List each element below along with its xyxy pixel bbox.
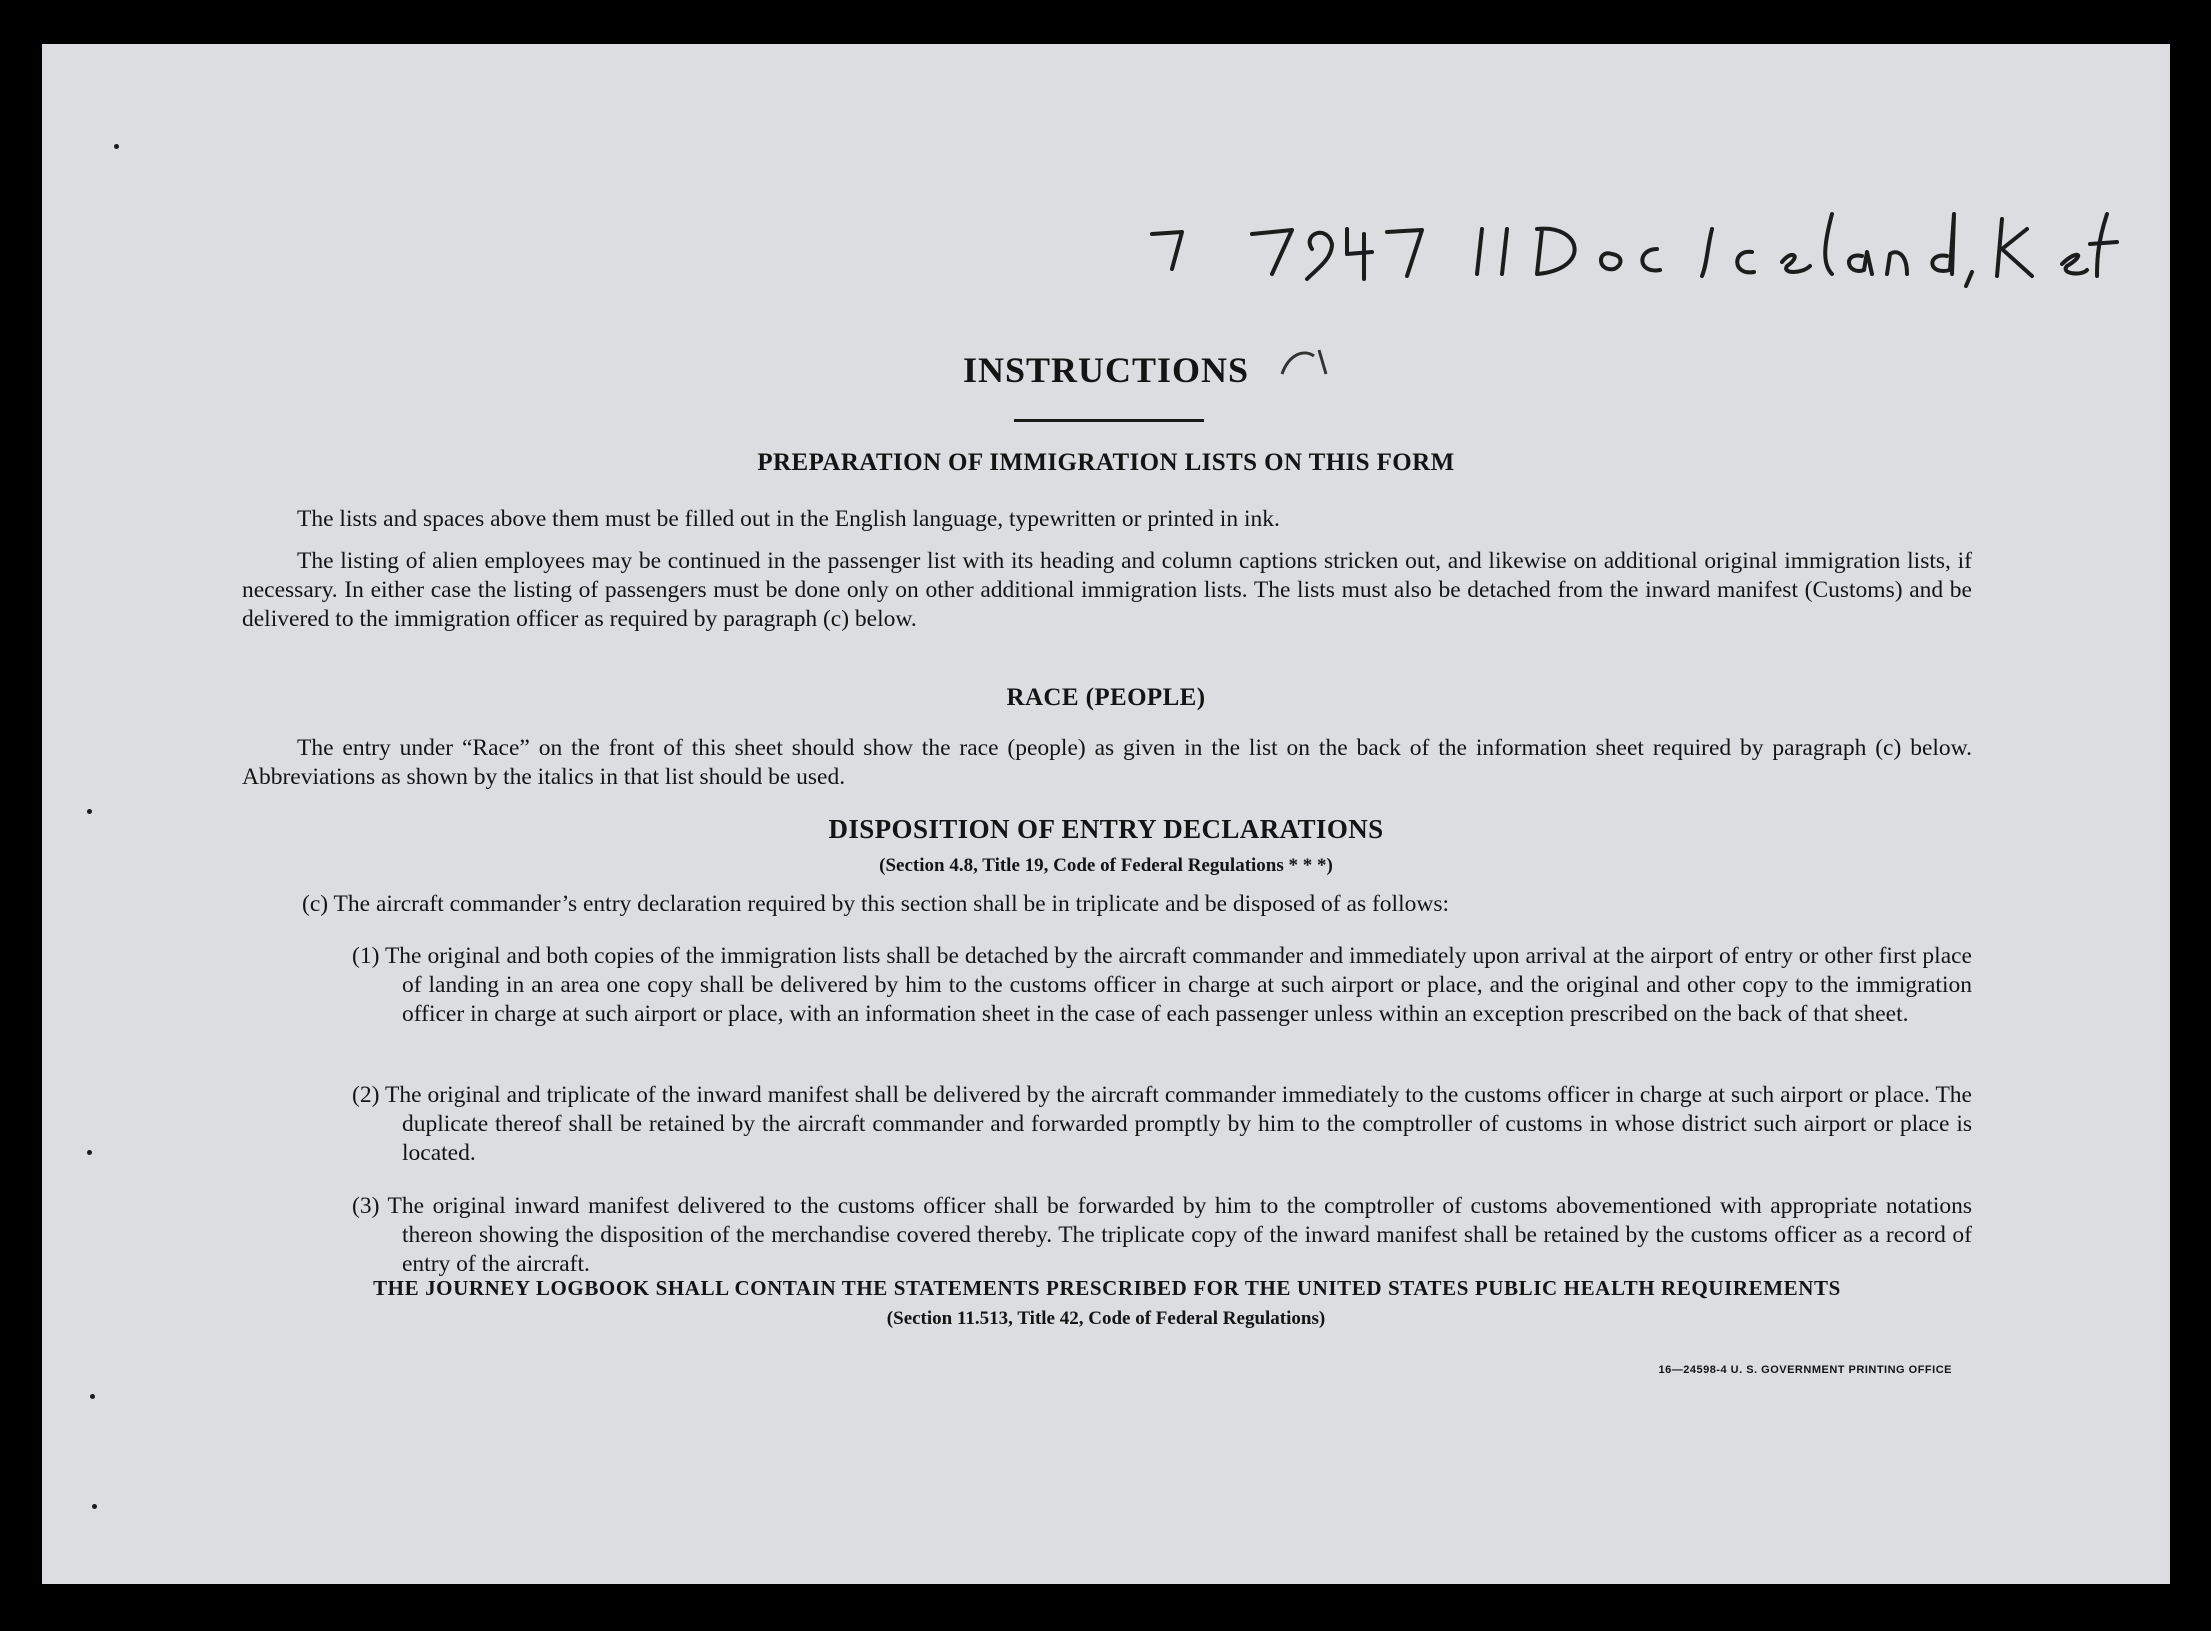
- document-page: [42, 44, 2170, 1584]
- list-item-1: (1) The original and both copies of the immigration lists shall be detached by the aircraft commander and immediately upon arrival at the airport of entry or other first place of landing in an area one copy shall be delivered by him to the customs officer in charge at such airport or place, and the original and other copy to the immigration officer in charge at such airport or place, with an information sheet in the case of each passenger unless within an exception prescribed on the back of that sheet.: [352, 943, 1972, 1027]
- scan-speck: [90, 1394, 95, 1399]
- scan-speck: [92, 1504, 97, 1509]
- scan-speck: [87, 809, 92, 814]
- list-item-2: (2) The original and triplicate of the inward manifest shall be delivered by the aircraft commander immediately to the customs officer in charge at such airport or place. The duplicate thereof shall be retained by the aircraft commander and forwarded promptly by him to the comptroller of customs in whose district such airport or place is located.: [352, 1082, 1972, 1166]
- section-heading-race: RACE (PEOPLE): [1006, 684, 1206, 711]
- title-underline: [1014, 419, 1204, 422]
- print-code: 16—24598-4 U. S. GOVERNMENT PRINTING OFFICE: [1658, 1364, 1952, 1376]
- page-title: INSTRUCTIONS: [962, 350, 1250, 390]
- handwritten-annotation: [1142, 194, 2142, 304]
- scan-speck: [114, 144, 119, 149]
- section-subheading-disposition: (Section 4.8, Title 19, Code of Federal Regulations * * *): [879, 855, 1333, 876]
- list-item-3: (3) The original inward manifest delivered to the customs officer shall be forwarded by him to the comptroller of customs abovementioned with appropriate notations thereon showing the disposition of the merchandise covered thereby. The triplicate copy of the inward manifest shall be retained by the customs officer as a record of entry of the aircraft.: [352, 1193, 1972, 1277]
- paragraph-preparation-2: The listing of alien employees may be continued in the passenger list with its heading and column captions stricken out, and likewise on additional original immigration lists, if necessary. In either case the listing of passengers must be done only on other additional immigration lists. The lists must also be detached from the inward manifest (Customs) and be delivered to the immigration officer as required by paragraph (c) below.: [242, 548, 1972, 632]
- footer-citation: (Section 11.513, Title 42, Code of Federal Regulations): [886, 1308, 1326, 1329]
- scan-speck: [87, 1150, 92, 1155]
- footer-statement: THE JOURNEY LOGBOOK SHALL CONTAIN THE STATEMENTS PRESCRIBED FOR THE UNITED STATES PUBLIC HEALTH REQUIREMENTS: [373, 1276, 1841, 1300]
- section-heading-disposition: DISPOSITION OF ENTRY DECLARATIONS: [828, 814, 1384, 844]
- paragraph-disposition-intro: (c) The aircraft commander’s entry declaration required by this section shall be in triplicate and be disposed of as follows:: [302, 891, 1449, 917]
- section-heading-preparation: PREPARATION OF IMMIGRATION LISTS ON THIS FORM: [757, 449, 1455, 476]
- paragraph-race-1: The entry under “Race” on the front of this sheet should show the race (people) as given in the list on the back of the information sheet required by paragraph (c) below. Abbreviations as shown by the italics in that list should be used.: [242, 735, 1972, 790]
- paragraph-preparation-1: The lists and spaces above them must be filled out in the English language, typewritten or printed in ink.: [297, 506, 1280, 532]
